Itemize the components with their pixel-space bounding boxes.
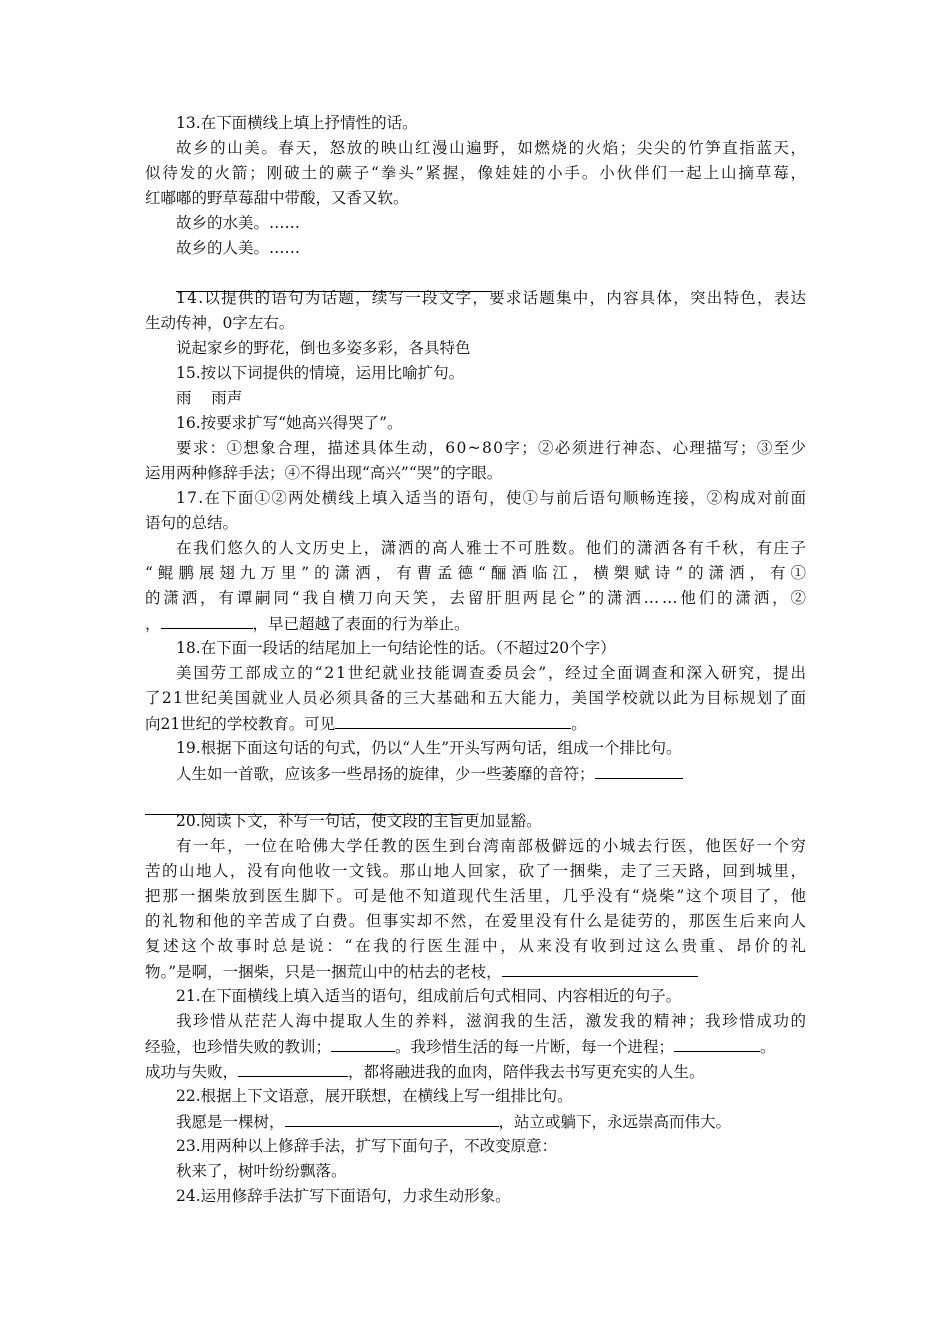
line-text: 故乡的山美。春天，怒放的映山红漫山遍野，如燃烧的火焰；尖尖的竹笋直指蓝天， [176, 139, 808, 157]
line-text: 。 [760, 1038, 776, 1056]
line-text: 的潇洒，有谭嗣同“我自横刀向天笑，去留肝胆两昆仑”的潇洒……他们的潇洒，② [145, 589, 809, 607]
line-text: 16.按要求扩写“她高兴得哭了”。 [176, 414, 403, 432]
text-line-with-blank [176, 1111, 950, 1132]
fill-in-blank[interactable] [335, 713, 571, 729]
line-text: 17.在下面①②两处横线上填入适当的语句，使①与前后语句顺畅连接，②构成对前面 [176, 489, 808, 507]
line-text: 23.用两种以上修辞手法，扩写下面句子，不改变原意： [176, 1137, 558, 1155]
line-text: 24.运用修辞手法扩写下面语句，力求生动形象。 [176, 1187, 511, 1205]
line-text: 。 [571, 715, 587, 733]
text-line [176, 663, 950, 683]
line-text: ，都将融进我的血肉，陪伴我去书写更充实的人生。 [348, 1063, 705, 1081]
text-line [176, 538, 950, 558]
line-text: 19.根据下面这句话的句式，仍以“人生”开头写两句话，组成一个排比句。 [176, 739, 682, 757]
text-line [145, 163, 950, 183]
text-line [176, 363, 950, 383]
text-line [145, 188, 950, 208]
text-line [176, 1186, 950, 1206]
line-text: 运用两种修辞手法；④不得出现“高兴”“哭”的字眼。 [145, 464, 503, 482]
line-text: 20.阅读下文，补写一句话，使文段的主旨更加显豁。 [176, 812, 542, 830]
text-line [176, 1136, 950, 1156]
line-text: 似待发的火箭；刚破土的蕨子“拳头”紧握，像娃娃的小手。小伙伴们一起上山摘草莓， [145, 164, 808, 182]
text-line [176, 388, 950, 408]
line-text: 的礼物和他的辛苦成了白费。但事实却不然，在爱里没有什么是徒劳的，那医生后来向人 [145, 912, 808, 930]
text-line [176, 986, 950, 1006]
text-line-with-blank [145, 713, 950, 734]
text-line-with-blank [145, 613, 950, 634]
text-line [145, 588, 950, 608]
line-text: 向21世纪的学校教育。可见 [145, 715, 336, 733]
line-text: 22.根据上下文语意，展开联想，在横线上写一组排比句。 [176, 1087, 573, 1105]
line-text: 18.在下面一段话的结尾加上一句结论性的话。（不超过20个字） [176, 639, 616, 657]
text-line [176, 738, 950, 758]
line-text: 经验，也珍惜失败的教训； [145, 1038, 332, 1056]
fill-in-blank[interactable] [285, 1111, 499, 1127]
text-line [145, 861, 950, 881]
line-text: 复述这个故事时总是说：“在我的行医生涯中，从来没有收到过这么贵重、昂价的礼 [145, 937, 809, 955]
line-text: ，早已超越了表面的行为举止。 [252, 615, 470, 633]
line-text: 有一年，一位在哈佛大学任教的医生到台湾南部极僻远的小城去行医，他医好一个穷 [176, 837, 808, 855]
line-text: 生动传神，0字左右。 [145, 314, 295, 332]
fill-in-blank[interactable] [161, 613, 253, 629]
text-line [145, 688, 950, 708]
line-text: 语句的总结。 [145, 514, 239, 532]
line-text: 14.以提供的语句为话题，续写一段文字，要求话题集中，内容具体，突出特色，表达 [176, 289, 808, 307]
text-line [145, 313, 950, 333]
line-text: “鲲鹏展翅九万里”的潇洒，有曹孟德“酾酒临江，横槊赋诗”的潇洒，有① [145, 564, 811, 582]
text-line [176, 1161, 950, 1181]
text-line [176, 836, 950, 856]
line-text: 13.在下面横线上填上抒情性的话。 [176, 114, 418, 132]
line-text: 雨 雨声 [176, 389, 243, 407]
line-text: ， [145, 615, 161, 633]
text-line [176, 638, 950, 658]
text-line [145, 886, 950, 906]
fill-in-blank[interactable] [331, 1036, 395, 1052]
text-line [145, 513, 950, 533]
text-line [176, 413, 950, 433]
text-line [176, 213, 950, 233]
fill-in-blank[interactable] [502, 961, 698, 977]
text-line [145, 463, 950, 483]
fill-in-blank[interactable] [674, 1036, 760, 1052]
text-line [145, 563, 950, 583]
line-text: 苦的山地人，没有向他收一文钱。那山地人回家，砍了一捆柴，走了三天路，回到城里， [145, 862, 808, 880]
text-line-with-blank [176, 763, 950, 784]
line-text: 在我们悠久的人文历史上，潇洒的高人雅士不可胜数。他们的潇洒各有千秋，有庄子 [176, 539, 808, 557]
fill-in-blank[interactable] [238, 1061, 348, 1077]
text-line [176, 488, 950, 508]
line-text: 把那一捆柴放到医生脚下。可是他不知道现代生活里，几乎没有“烧柴”这个项目了，他 [145, 887, 808, 905]
text-line [176, 113, 950, 133]
text-line [145, 911, 950, 931]
answer-line[interactable] [176, 291, 492, 292]
line-text: 了21世纪美国就业人员必须具备的三大基础和五大能力，美国学校就以此为目标规划了面 [145, 689, 808, 707]
line-text: 21.在下面横线上填入适当的语句，组成前后句式相同、内容相近的句子。 [176, 987, 682, 1005]
line-text: ，站立或躺下，永远崇高而伟大。 [498, 1113, 732, 1131]
text-line [145, 936, 950, 956]
line-text: 要求：①想象合理，描述具体生动，60~80字；②必须进行神态、心理描写；③至少 [176, 439, 808, 457]
text-line-with-blank [145, 961, 950, 982]
line-text: 秋来了，树叶纷纷飘落。 [176, 1162, 347, 1180]
line-text: 我珍惜从茫茫人海中提取人生的养料，滋润我的生活，激发我的精神；我珍惜成功的 [176, 1012, 808, 1030]
line-text: 人生如一首歌，应该多一些昂扬的旋律，少一些萎靡的音符； [176, 765, 595, 783]
line-text: 美国劳工部成立的“21世纪就业技能调查委员会”，经过全面调查和深入研究，提出 [176, 664, 808, 682]
line-text: 。我珍惜生活的每一片断，每一个进程； [395, 1038, 675, 1056]
line-text: 说起家乡的野花，倒也多姿多彩，各具特色 [176, 339, 471, 357]
text-line-with-blank [145, 1061, 950, 1082]
answer-line[interactable] [145, 814, 475, 815]
text-line [176, 238, 950, 258]
text-line [176, 438, 950, 458]
text-line [176, 1011, 950, 1031]
line-text: 物。”是啊，一捆柴，只是一捆荒山中的枯去的老枝， [145, 963, 502, 981]
text-line [176, 1086, 950, 1106]
line-text: 红嘟嘟的野草莓甜中带酸，又香又软。 [145, 189, 409, 207]
line-text: 故乡的人美。…… [176, 239, 301, 257]
line-text: 成功与失败， [145, 1063, 239, 1081]
line-text: 故乡的水美。…… [176, 214, 301, 232]
fill-in-blank[interactable] [595, 763, 683, 779]
text-line-with-blank [145, 1036, 950, 1057]
line-text: 15.按以下词提供的情境，运用比喻扩句。 [176, 364, 465, 382]
text-line [176, 138, 950, 158]
line-text: 我愿是一棵树， [176, 1113, 285, 1131]
text-line [176, 338, 950, 358]
